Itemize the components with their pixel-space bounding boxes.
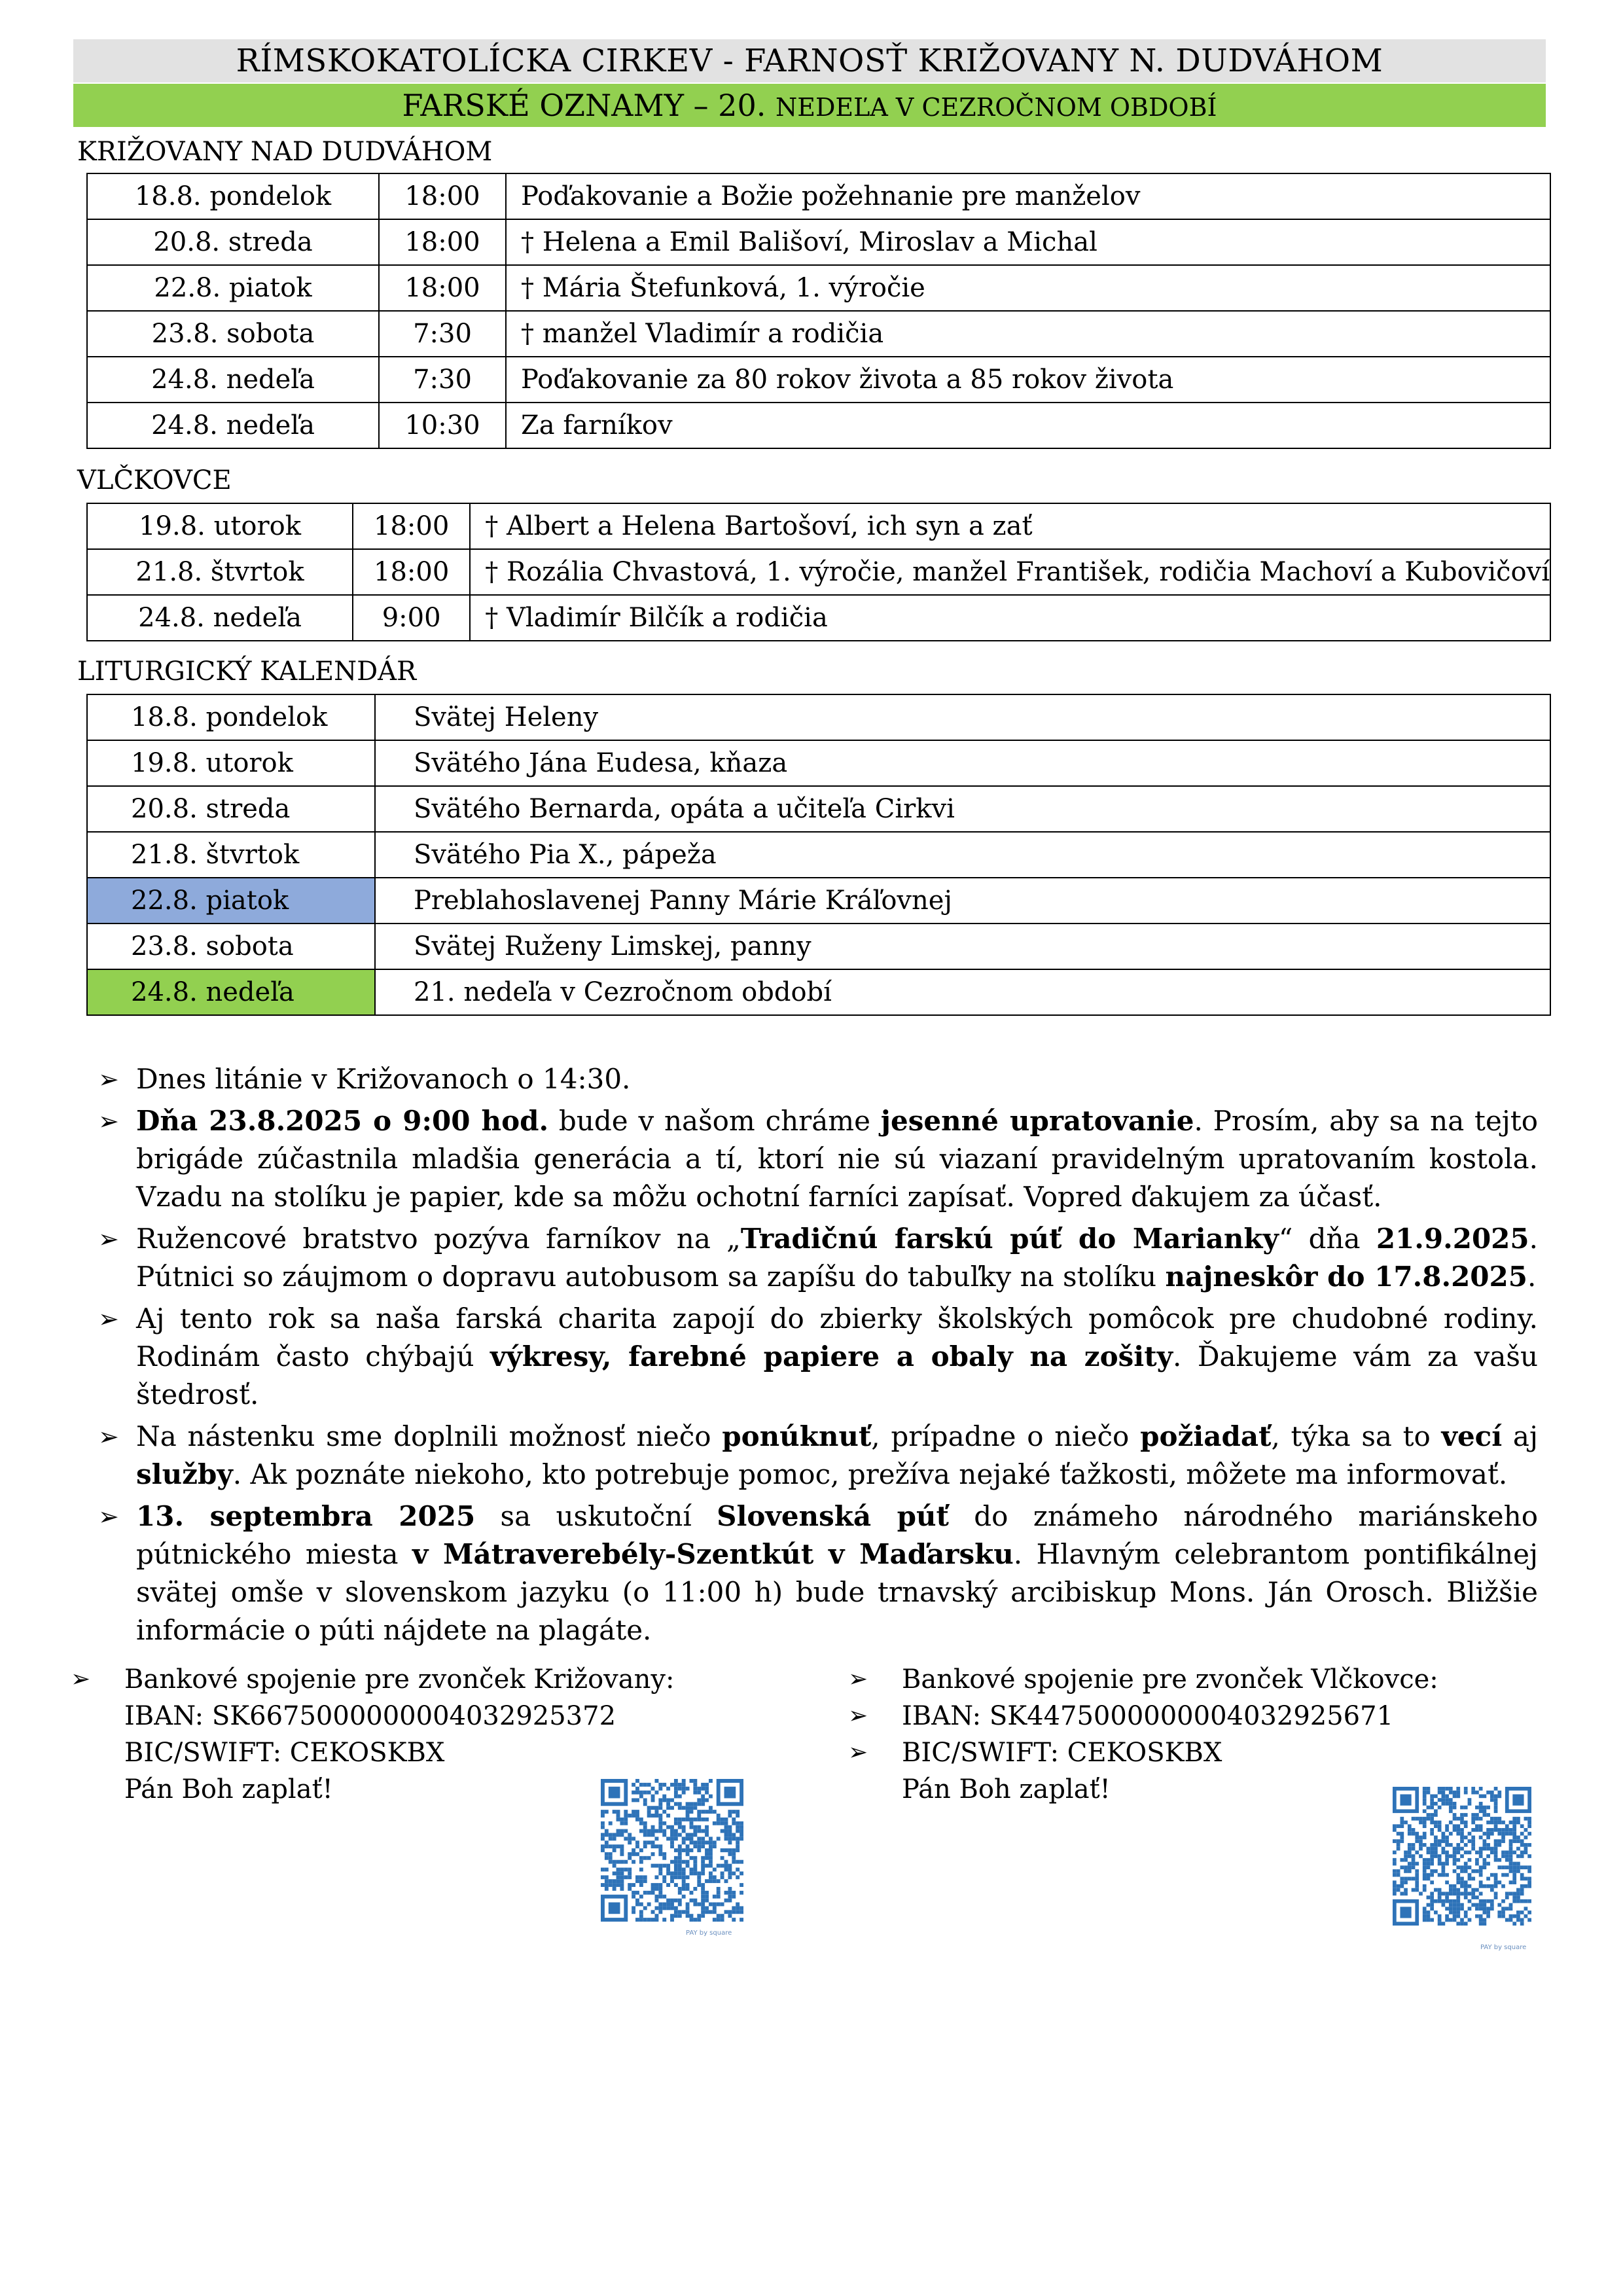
bank-title: Bankové spojenie pre zvonček Križovany: [124, 1664, 675, 1695]
mass-intention: Za farníkov [506, 403, 1550, 448]
announcement-text: do známeho národného mariánskeho pútnického miesta [136, 1500, 1538, 1570]
arrowhead-bullet-icon: ➢ [848, 1702, 868, 1729]
mass-intention: † Vladimír Bilčík a rodičia [470, 595, 1550, 641]
arrowhead-bullet-icon: ➢ [98, 1422, 119, 1451]
calendar-feast: Svätého Pia X., pápeža [375, 832, 1550, 878]
bank-thanks: Pán Boh zaplať! [902, 1774, 1111, 1804]
announcements-list [98, 1060, 1538, 1653]
calendar-feast: Svätého Jána Eudesa, kňaza [375, 740, 1550, 786]
arrowhead-bullet-icon: ➢ [848, 1739, 868, 1766]
announcement-bold-text: Slovenská púť [717, 1500, 949, 1532]
mass-date: 22.8. piatok [87, 265, 379, 311]
calendar-row [87, 694, 1550, 740]
calendar-date: 18.8. pondelok [87, 694, 375, 740]
mass-row [87, 503, 1550, 549]
arrowhead-bullet-icon: ➢ [848, 1666, 868, 1693]
mass-row [87, 265, 1550, 311]
arrowhead-bullet-icon: ➢ [98, 1502, 119, 1531]
calendar-row [87, 878, 1550, 924]
announcement-bold-text: služby [136, 1458, 233, 1490]
mass-time: 7:30 [379, 311, 506, 357]
announcement-item [98, 1220, 1538, 1296]
announcement-text: sa uskutoční [475, 1500, 717, 1532]
announcement-text: . [1527, 1261, 1537, 1293]
announcement-text: Aj tento rok sa naša farská charita zapojí do zbierky školských pomôcok pre chudobné rodiny. Rodinám často chýbajú [136, 1302, 1538, 1372]
bulletin-title-main: FARSKÉ OZNAMY – 20. [402, 88, 776, 123]
mass-row [87, 357, 1550, 403]
mass-time: 18:00 [379, 219, 506, 265]
calendar-row [87, 740, 1550, 786]
arrowhead-bullet-icon: ➢ [71, 1666, 91, 1693]
announcement-bold-text: v Mátraverebély-Szentkút v Maďarsku [412, 1538, 1014, 1570]
section-heading-krizovany: KRIŽOVANY NAD DUDVÁHOM [77, 137, 493, 167]
bank-info-krizovany [71, 1661, 674, 1808]
bank-bic: BIC/SWIFT: CEKOSKBX [124, 1738, 445, 1768]
mass-time: 7:30 [379, 357, 506, 403]
mass-intention: † manžel Vladimír a rodičia [506, 311, 1550, 357]
pay-by-square-badge: PAY by square [686, 1929, 732, 1937]
announcement-text: Dnes litánie v Križovanoch o 14:30. [136, 1063, 631, 1095]
calendar-feast: Svätej Ruženy Limskej, panny [375, 924, 1550, 969]
pay-by-square-badge: PAY by square [1480, 1944, 1527, 1951]
bank-info-vlckovce [848, 1661, 1438, 1808]
mass-intention: † Rozália Chvastová, 1. výročie, manžel František, rodičia Machoví a Kubovičoví [470, 549, 1550, 595]
calendar-date: 21.8. štvrtok [87, 832, 375, 878]
announcement-text: aj [1502, 1420, 1538, 1452]
announcement-bold-text: ponúknuť [722, 1420, 872, 1452]
bank-iban-row [848, 1698, 1438, 1734]
mass-date: 21.8. štvrtok [87, 549, 353, 595]
announcement-text: , prípadne o niečo [871, 1420, 1141, 1452]
calendar-feast: Svätého Bernarda, opáta a učiteľa Cirkvi [375, 786, 1550, 832]
announcement-text: “ dňa [1278, 1223, 1376, 1255]
qr-code-icon [601, 1779, 743, 1922]
mass-time: 9:00 [353, 595, 470, 641]
mass-row [87, 549, 1550, 595]
mass-row [87, 595, 1550, 641]
arrowhead-bullet-icon: ➢ [98, 1304, 119, 1333]
mass-intention: † Mária Štefunková, 1. výročie [506, 265, 1550, 311]
bank-thanks: Pán Boh zaplať! [124, 1774, 333, 1804]
announcement-item [98, 1060, 1538, 1098]
bank-thanks-row [848, 1771, 1438, 1808]
bulletin-title-sunday: NEDEĽA V CEZROČNOM OBDOBÍ [775, 93, 1217, 122]
bank-thanks-row [71, 1771, 674, 1808]
bank-iban-row [71, 1698, 674, 1734]
parish-title: RÍMSKOKATOLÍCKA CIRKEV - FARNOSŤ KRIŽOVANY N. DUDVÁHOM [73, 39, 1546, 82]
bank-title-row [848, 1661, 1438, 1698]
mass-date: 19.8. utorok [87, 503, 353, 549]
qr-code-icon [1393, 1787, 1531, 1926]
mass-time: 18:00 [353, 549, 470, 595]
announcement-item [98, 1418, 1538, 1494]
mass-row [87, 219, 1550, 265]
mass-time: 10:30 [379, 403, 506, 448]
mass-time: 18:00 [379, 173, 506, 219]
mass-intention: Poďakovanie a Božie požehnanie pre manželov [506, 173, 1550, 219]
mass-intention: † Helena a Emil Bališoví, Miroslav a Michal [506, 219, 1550, 265]
liturgical-calendar-table [86, 694, 1551, 1016]
calendar-date: 24.8. nedeľa [87, 969, 375, 1015]
calendar-date: 23.8. sobota [87, 924, 375, 969]
mass-date: 24.8. nedeľa [87, 403, 379, 448]
mass-intention: Poďakovanie za 80 rokov života a 85 rokov života [506, 357, 1550, 403]
bank-title: Bankové spojenie pre zvonček Vlčkovce: [902, 1664, 1438, 1695]
mass-table-vlckovce [86, 503, 1551, 641]
calendar-date: 19.8. utorok [87, 740, 375, 786]
mass-date: 24.8. nedeľa [87, 357, 379, 403]
calendar-row [87, 924, 1550, 969]
announcement-bold-text: Dňa 23.8.2025 o 9:00 hod. [136, 1105, 549, 1137]
announcement-item [98, 1498, 1538, 1649]
mass-date: 24.8. nedeľa [87, 595, 353, 641]
calendar-date: 22.8. piatok [87, 878, 375, 924]
arrowhead-bullet-icon: ➢ [98, 1225, 119, 1253]
bank-bic: BIC/SWIFT: CEKOSKBX [902, 1738, 1222, 1768]
mass-time: 18:00 [353, 503, 470, 549]
announcement-bold-text: požiadať [1140, 1420, 1272, 1452]
mass-table-krizovany [86, 173, 1551, 449]
bank-bic-row [71, 1734, 674, 1771]
mass-date: 20.8. streda [87, 219, 379, 265]
calendar-row [87, 786, 1550, 832]
announcement-bold-text: vecí [1441, 1420, 1503, 1452]
announcement-item [98, 1102, 1538, 1216]
calendar-feast: 21. nedeľa v Cezročnom období [375, 969, 1550, 1015]
calendar-row [87, 969, 1550, 1015]
mass-time: 18:00 [379, 265, 506, 311]
bank-iban: IBAN: SK4475000000004032925671 [902, 1701, 1394, 1731]
announcement-text: Na nástenku sme doplnili možnosť niečo [136, 1420, 722, 1452]
announcement-text: . Ak poznáte niekoho, kto potrebuje pomoc, prežíva nejaké ťažkosti, môžete ma informovať. [232, 1458, 1508, 1490]
mass-date: 23.8. sobota [87, 311, 379, 357]
bank-bic-row [848, 1734, 1438, 1771]
calendar-feast: Svätej Heleny [375, 694, 1550, 740]
announcement-bold-text: jesenné upratovanie [880, 1105, 1194, 1137]
announcement-bold-text: 13. septembra 2025 [136, 1500, 476, 1532]
calendar-date: 20.8. streda [87, 786, 375, 832]
announcement-text: , týka sa to [1271, 1420, 1442, 1452]
announcement-text: . Ďakujeme vám za vašu štedrosť. [136, 1340, 1539, 1410]
announcement-text: . Pútnici so záujmom o dopravu autobusom sa zapíšu do tabuľky na stolíku [136, 1223, 1538, 1293]
announcement-text: . Prosím, aby sa na tejto brigáde zúčastnila mladšia generácia a tí, ktorí nie sú viazaní pravidelným upratovaním kostola. Vzadu na stolíku je papier, kde sa môžu ochotní farníci zapísať. Vopred ďakujem za účasť. [136, 1105, 1538, 1213]
arrowhead-bullet-icon: ➢ [98, 1065, 119, 1094]
bank-iban: IBAN: SK6675000000004032925372 [124, 1701, 616, 1731]
calendar-feast: Preblahoslavenej Panny Márie Kráľovnej [375, 878, 1550, 924]
mass-row [87, 403, 1550, 448]
mass-row [87, 173, 1550, 219]
announcement-item [98, 1300, 1538, 1414]
announcement-text: Ružencové bratstvo pozýva farníkov na „ [136, 1223, 741, 1255]
mass-date: 18.8. pondelok [87, 173, 379, 219]
announcement-text: . Hlavným celebrantom pontifikálnej svätej omše v slovenskom jazyku (o 11:00 h) bude trnavský arcibiskup Mons. Ján Orosch. Bližšie informácie o púti nájdete na plagáte. [136, 1538, 1538, 1646]
announcement-bold-text: výkresy, farebné papiere a obaly na zošity [490, 1340, 1173, 1372]
announcement-bold-text: 21.9.2025 [1376, 1223, 1529, 1255]
bank-title-row [71, 1661, 674, 1698]
announcement-text: bude v našom chráme [548, 1105, 881, 1137]
announcement-bold-text: najneskôr do 17.8.2025 [1165, 1261, 1527, 1293]
arrowhead-bullet-icon: ➢ [98, 1107, 119, 1136]
bulletin-title [73, 84, 1546, 127]
announcement-bold-text: Tradičnú farskú púť do Marianky [740, 1223, 1279, 1255]
calendar-row [87, 832, 1550, 878]
section-heading-vlckovce: VLČKOVCE [77, 465, 232, 495]
section-heading-calendar: LITURGICKÝ KALENDÁR [77, 656, 417, 687]
mass-intention: † Albert a Helena Bartošoví, ich syn a zať [470, 503, 1550, 549]
mass-row [87, 311, 1550, 357]
